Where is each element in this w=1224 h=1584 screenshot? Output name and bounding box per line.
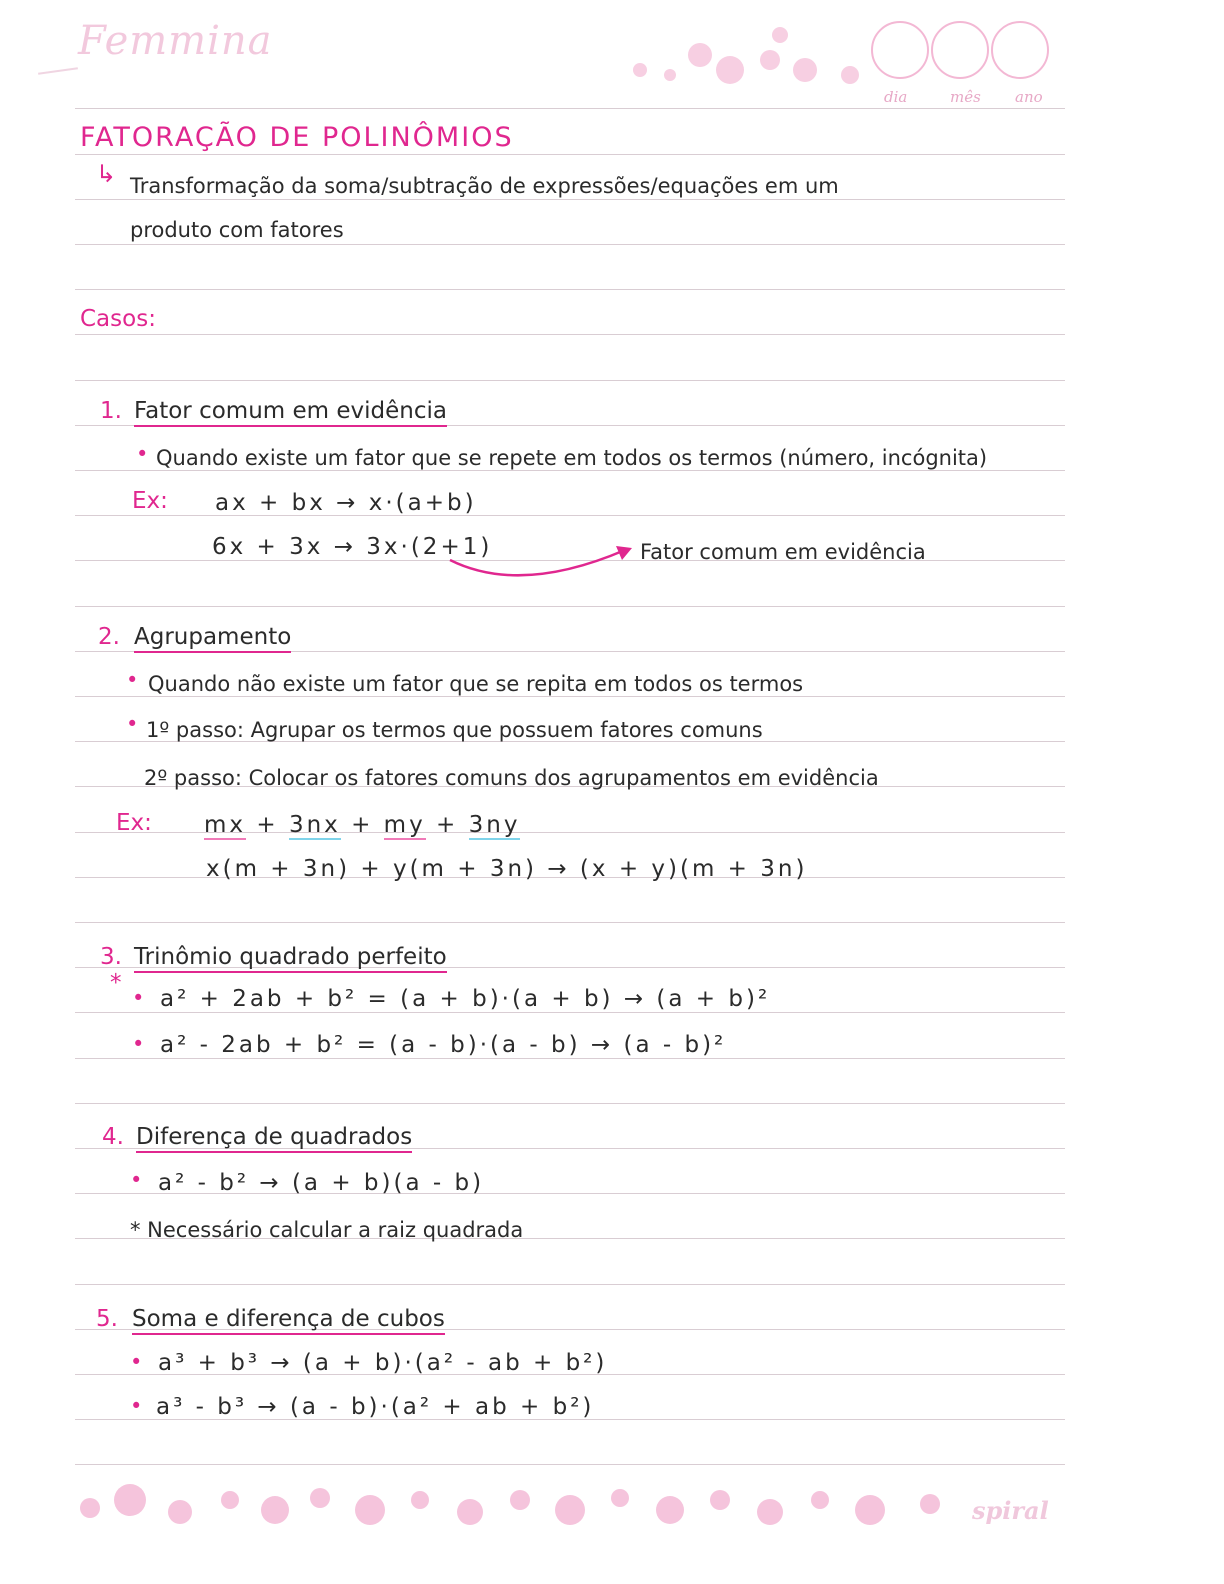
plus-sign: + <box>351 812 374 838</box>
definition-line-2: produto com fatores <box>130 218 344 242</box>
page-title: FATORAÇÃO DE POLINÔMIOS <box>80 122 514 153</box>
date-year-label: ano <box>1015 88 1043 106</box>
term-3ny: 3ny <box>468 812 521 838</box>
term-mx: mx <box>204 812 247 838</box>
section-4-heading: Diferença de quadrados <box>136 1124 412 1153</box>
bullet-icon: • <box>130 1350 143 1374</box>
section-3-star: * <box>110 970 122 996</box>
section-2-step-1: 1º passo: Agrupar os termos que possuem fatores comuns <box>146 718 763 742</box>
section-2-example-terms <box>204 812 520 838</box>
bullet-icon: • <box>132 1032 145 1056</box>
section-2-example-2: x(m + 3n) + y(m + 3n) → (x + y)(m + 3n) <box>206 856 808 882</box>
flower-decoration-icon <box>70 1470 970 1540</box>
section-2-ex-label: Ex: <box>116 810 152 836</box>
footer-brand: spiral <box>972 1496 1049 1525</box>
flower-decoration-icon <box>620 15 1070 95</box>
brand-logo: Femmina <box>78 18 273 64</box>
section-1-example-2: 6x + 3x → 3x·(2+1) <box>212 534 493 560</box>
section-2-step-2: 2º passo: Colocar os fatores comuns dos agrupamentos em evidência <box>144 766 879 790</box>
bullet-icon: • <box>136 442 149 466</box>
term-3nx: 3nx <box>288 812 341 838</box>
bullet-icon: • <box>130 1394 143 1418</box>
section-3-heading: Trinômio quadrado perfeito <box>134 944 447 973</box>
section-5-line-1: a³ + b³ → (a + b)·(a² - ab + b²) <box>158 1350 608 1376</box>
section-5-heading: Soma e diferença de cubos <box>132 1306 445 1335</box>
definition-line-1: Transformação da soma/subtração de expressões/equações em um <box>130 174 839 198</box>
brand-flourish <box>38 67 78 75</box>
section-1-number: 1. <box>100 398 122 424</box>
date-day-label: dia <box>884 88 908 106</box>
section-3-number: 3. <box>100 944 122 970</box>
bullet-icon: • <box>126 712 139 736</box>
bullet-icon: • <box>130 1168 143 1192</box>
section-2-number: 2. <box>98 624 120 650</box>
section-2-bullet: Quando não existe um fator que se repita em todos os termos <box>148 672 804 696</box>
bullet-icon: • <box>132 986 145 1010</box>
bullet-icon: • <box>126 668 139 692</box>
section-1-heading: Fator comum em evidência <box>134 398 447 427</box>
section-3-line-2: a² - 2ab + b² = (a - b)·(a - b) → (a - b)² <box>160 1032 727 1058</box>
section-5-line-2: a³ - b³ → (a - b)·(a² + ab + b²) <box>156 1394 595 1420</box>
section-1-ex-label: Ex: <box>132 488 168 514</box>
section-1-annotation: Fator comum em evidência <box>640 540 926 564</box>
cases-label: Casos: <box>80 306 156 332</box>
plus-sign: + <box>436 812 459 838</box>
term-my: my <box>383 812 426 838</box>
date-month-label: mês <box>950 88 981 106</box>
section-5-number: 5. <box>96 1306 118 1332</box>
section-2-heading: Agrupamento <box>134 624 291 653</box>
curved-arrow-icon <box>440 540 640 585</box>
section-3-line-1: a² + 2ab + b² = (a + b)·(a + b) → (a + b)² <box>160 986 771 1012</box>
plus-sign: + <box>256 812 279 838</box>
section-4-star-note: * Necessário calcular a raiz quadrada <box>130 1218 524 1242</box>
section-4-line-1: a² - b² → (a + b)(a - b) <box>158 1170 485 1196</box>
section-1-example-1: ax + bx → x·(a+b) <box>215 490 477 516</box>
section-1-bullet: Quando existe um fator que se repete em todos os termos (número, incógnita) <box>156 446 988 470</box>
definition-arrow-icon: ↳ <box>96 160 117 188</box>
section-4-number: 4. <box>102 1124 124 1150</box>
